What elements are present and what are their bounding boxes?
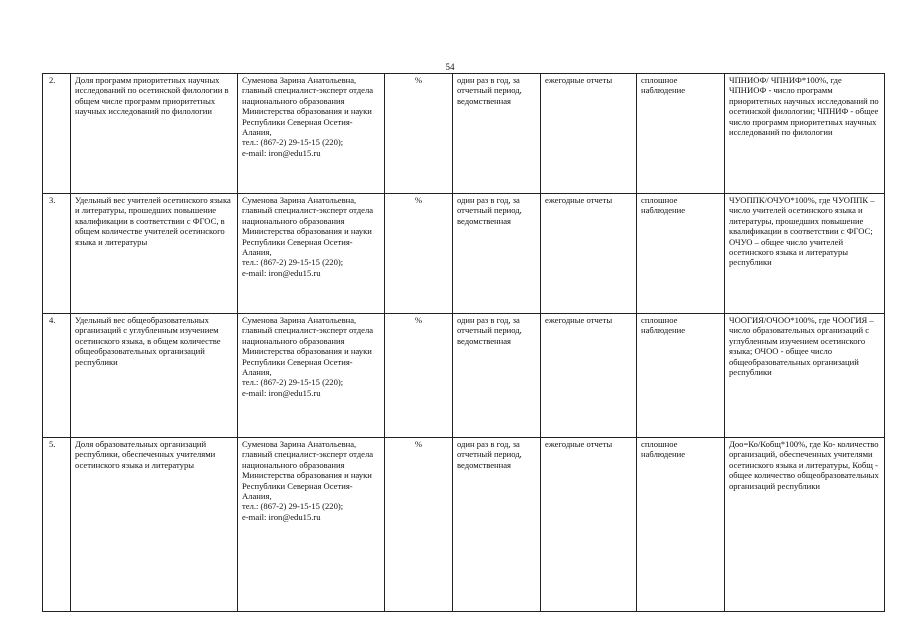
responsible-text: Суменова Зарина Анатольевна, главный специалист-эксперт отдела национального образования Министерства образования и науки Республики Северная Осетия-Алания, <box>242 195 374 258</box>
indicator-name: Доля программ приоритетных научных исследований по осетинской филологии в общем числе программ приоритетных научных исследований по филологии <box>71 74 238 194</box>
data-source: ежегодные отчеты <box>541 438 637 612</box>
table-row <box>43 438 885 612</box>
formula: ЧПНИОФ/ ЧПНИФ*100%, где ЧПНИОФ - число программ приоритетных научных исследований по осетинской филологии; ЧПНИФ - общее число программ приоритетных научных исследований по филологии <box>725 74 885 194</box>
row-number: 2. <box>43 74 71 194</box>
indicator-name: Удельный вес общеобразовательных организаций с углубленным изучением осетинского языка, в общем количестве общеобразовательных организаций республики <box>71 314 238 438</box>
indicator-name: Удельный вес учителей осетинского языка и литературы, прошедших повышение квалификации в соответствии с ФГОС, в общем количестве учителей осетинского языка и литературы <box>71 194 238 314</box>
unit: % <box>385 74 453 194</box>
formula: ЧУОППК/ОЧУО*100%, где ЧУОППК – число учителей осетинского языка и литературы, прошедших повышение квалификации в соответствии с ФГОС; ОЧУО – общее число учителей осетинского языка и литературы республики <box>725 194 885 314</box>
responsible-text: Суменова Зарина Анатольевна, главный специалист-эксперт отдела национального образования Министерства образования и науки Республики Северная Осетия-Алания, <box>242 75 374 138</box>
email-link[interactable]: e-mail: iron@edu15.ru <box>242 267 321 278</box>
collection-method: сплошное наблюдение <box>637 74 725 194</box>
collection-method: сплошное наблюдение <box>637 314 725 438</box>
frequency: один раз в год, за отчетный период, ведомственная <box>453 194 541 314</box>
table-row <box>43 74 885 194</box>
responsible-person <box>238 194 385 314</box>
frequency: один раз в год, за отчетный период, ведомственная <box>453 438 541 612</box>
email-link[interactable]: e-mail: iron@edu15.ru <box>242 511 321 522</box>
frequency: один раз в год, за отчетный период, ведомственная <box>453 74 541 194</box>
unit: % <box>385 438 453 612</box>
unit: % <box>385 194 453 314</box>
phone-text: тел.: (867-2) 29-15-15 (220); <box>242 377 344 388</box>
phone-text: тел.: (867-2) 29-15-15 (220); <box>242 137 344 148</box>
responsible-person <box>238 74 385 194</box>
row-number: 3. <box>43 194 71 314</box>
frequency: один раз в год, за отчетный период, ведомственная <box>453 314 541 438</box>
phone-text: тел.: (867-2) 29-15-15 (220); <box>242 501 344 512</box>
collection-method: сплошное наблюдение <box>637 438 725 612</box>
formula: ЧООГИЯ/ОЧОО*100%, где ЧООГИЯ – число образовательных организаций с углубленным изучением осетинского языка; ОЧОО - общее число общеобразовательных организаций республики <box>725 314 885 438</box>
formula: Доо=Ко/Кобщ*100%, где Ко- количество организаций, обеспеченных учителями осетинского языка и литературы, Кобщ - общее количество общеобразовательных организаций республики <box>725 438 885 612</box>
row-number: 4. <box>43 314 71 438</box>
responsible-text: Суменова Зарина Анатольевна, главный специалист-эксперт отдела национального образования Министерства образования и науки Республики Северная Осетия-Алания, <box>242 439 374 502</box>
data-source: ежегодные отчеты <box>541 194 637 314</box>
collection-method: сплошное наблюдение <box>637 194 725 314</box>
responsible-person <box>238 438 385 612</box>
row-number: 5. <box>43 438 71 612</box>
email-link[interactable]: e-mail: iron@edu15.ru <box>242 387 321 398</box>
table-row <box>43 194 885 314</box>
indicators-table <box>42 73 885 612</box>
responsible-person <box>238 314 385 438</box>
responsible-text: Суменова Зарина Анатольевна, главный специалист-эксперт отдела национального образования Министерства образования и науки Республики Северная Осетия-Алания, <box>242 315 374 378</box>
unit: % <box>385 314 453 438</box>
indicator-name: Доля образовательных организаций республики, обеспеченных учителями осетинского языка и литературы <box>71 438 238 612</box>
data-source: ежегодные отчеты <box>541 74 637 194</box>
phone-text: тел.: (867-2) 29-15-15 (220); <box>242 257 344 268</box>
table-row <box>43 314 885 438</box>
data-source: ежегодные отчеты <box>541 314 637 438</box>
email-link[interactable]: e-mail: iron@edu15.ru <box>242 147 321 158</box>
page-number: 54 <box>445 62 455 72</box>
